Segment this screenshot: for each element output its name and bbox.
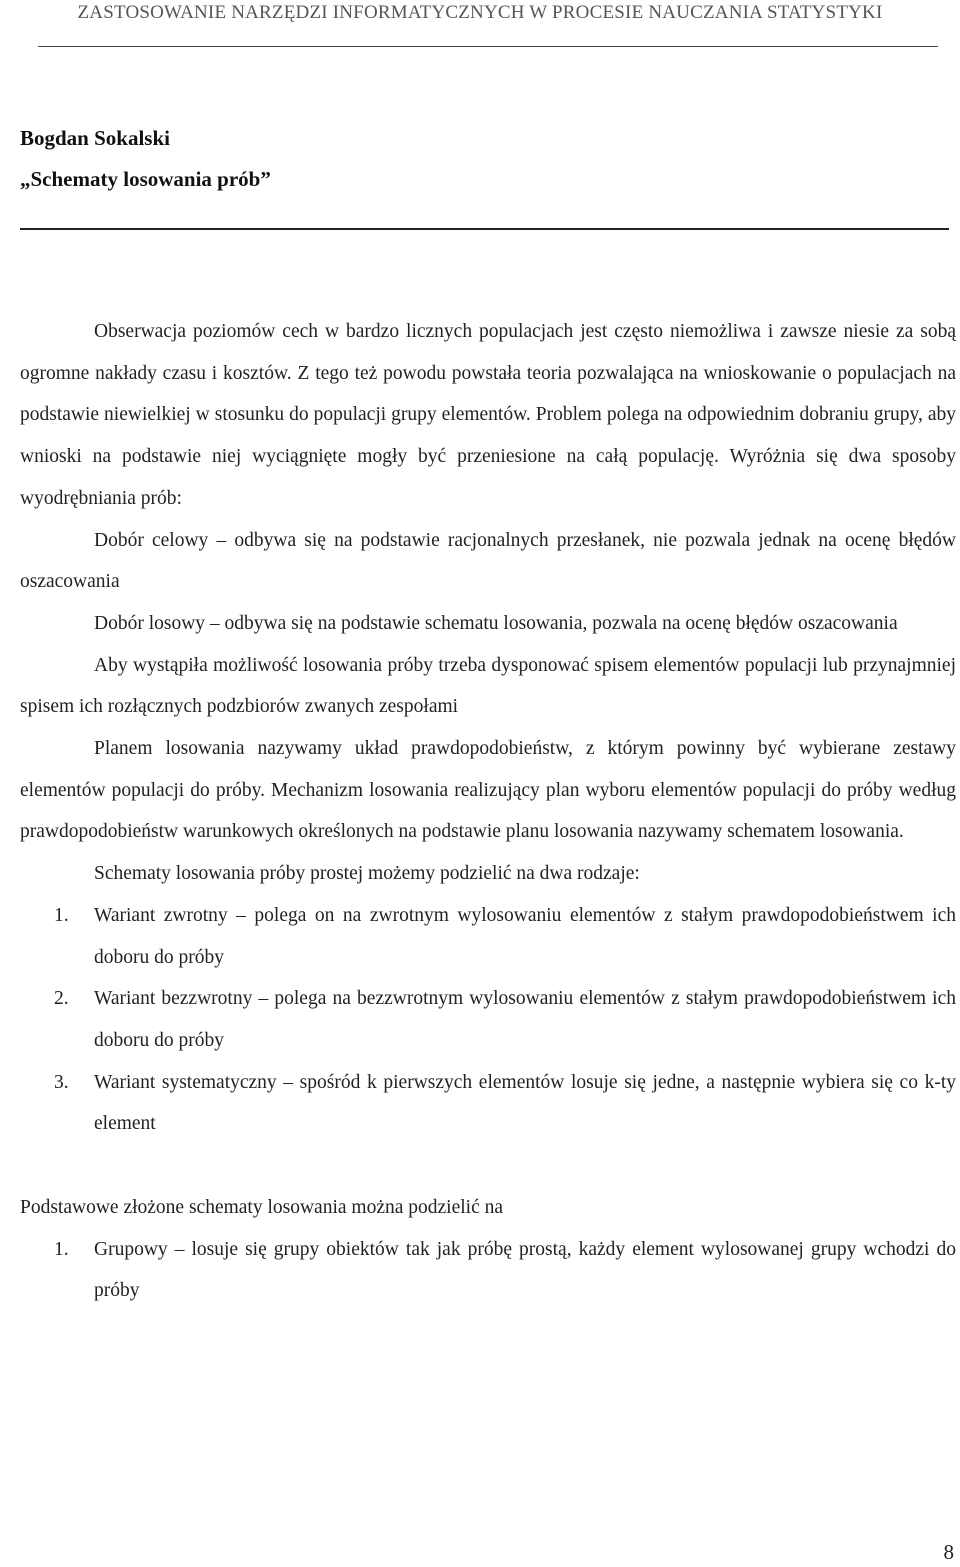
list-item-number: 1. (54, 1238, 69, 1260)
paragraph-aby: Aby wystąpiła możliwość losowania próby trzeba dysponować spisem elementów populacji lub przynajmniej spisem ich rozłącznych podzbiorów zwanych zespołami (20, 654, 956, 718)
paragraph-complex-intro: Podstawowe złożone schematy losowania można podzielić na (20, 1197, 504, 1219)
paragraph-schematy: Schematy losowania próby prostej możemy podzielić na dwa rodzaje: (94, 863, 640, 885)
title-divider (20, 228, 949, 230)
list-item (20, 1229, 956, 1312)
paragraph-planem: Planem losowania nazywamy układ prawdopodobieństw, z którym powinny być wybierane zestawy elementów populacji do próby. Mechanizm losowania realizujący plan wyboru elementów populacji do próby według prawdopodobieństw warunkowych określonych na podstawie planu losowania nazywamy schematem losowania. (20, 738, 956, 843)
list-item-number: 3. (54, 1071, 69, 1093)
simple-schemes-list (20, 895, 956, 1145)
list-item-text: Wariant systematyczny – spośród k pierwszych elementów losuje się jedne, a następnie wybiera się co k-ty element (94, 1071, 956, 1135)
complex-schemes-list (20, 1229, 956, 1312)
list-item-number: 1. (54, 904, 69, 926)
list-item-number: 2. (54, 988, 69, 1010)
list-item (20, 978, 956, 1061)
list-item-text: Grupowy – losuje się grupy obiektów tak jak próbę prostą, każdy element wylosowanej grupy wchodzi do próby (94, 1238, 956, 1302)
paragraph-intro: Obserwacja poziomów cech w bardzo licznych populacjach jest często niemożliwa i zawsze niesie za sobą ogromne nakłady czasu i kosztów. Z tego też powodu powstała teoria pozwalająca na wnioskowanie o populacjach na podstawie niewielkiej w stosunku do populacji grupy elementów. Problem polega na odpowiednim dobraniu grupy, aby wnioski na podstawie niej wyciągnięte mogły być przeniesione na całą populację. Wyróżnia się dwa sposoby wyodrębniania prób: (20, 321, 956, 509)
page-number: 8 (943, 1540, 954, 1564)
author-name: Bogdan Sokalski (20, 126, 170, 150)
list-item (20, 895, 956, 978)
article-title: „Schematy losowania prób” (20, 167, 271, 191)
running-header: ZASTOSOWANIE NARZĘDZI INFORMATYCZNYCH W PROCESIE NAUCZANIA STATYSTYKI (77, 2, 883, 23)
article-body (20, 311, 956, 1312)
list-item (20, 1062, 956, 1145)
list-item-text: Wariant zwrotny – polega on na zwrotnym wylosowaniu elementów z stałym prawdopodobieństwem ich doboru do próby (94, 904, 956, 968)
header-divider (38, 46, 938, 47)
list-item-text: Wariant bezzwrotny – polega na bezzwrotnym wylosowaniu elementów z stałym prawdopodobieństwem ich doboru do próby (94, 988, 956, 1051)
paragraph-dobor-celowy: Dobór celowy – odbywa się na podstawie racjonalnych przesłanek, nie pozwala jednak na ocenę błędów oszacowania (20, 529, 956, 593)
paragraph-dobor-losowy: Dobór losowy – odbywa się na podstawie schematu losowania, pozwala na ocenę błędów oszacowania (94, 612, 898, 634)
